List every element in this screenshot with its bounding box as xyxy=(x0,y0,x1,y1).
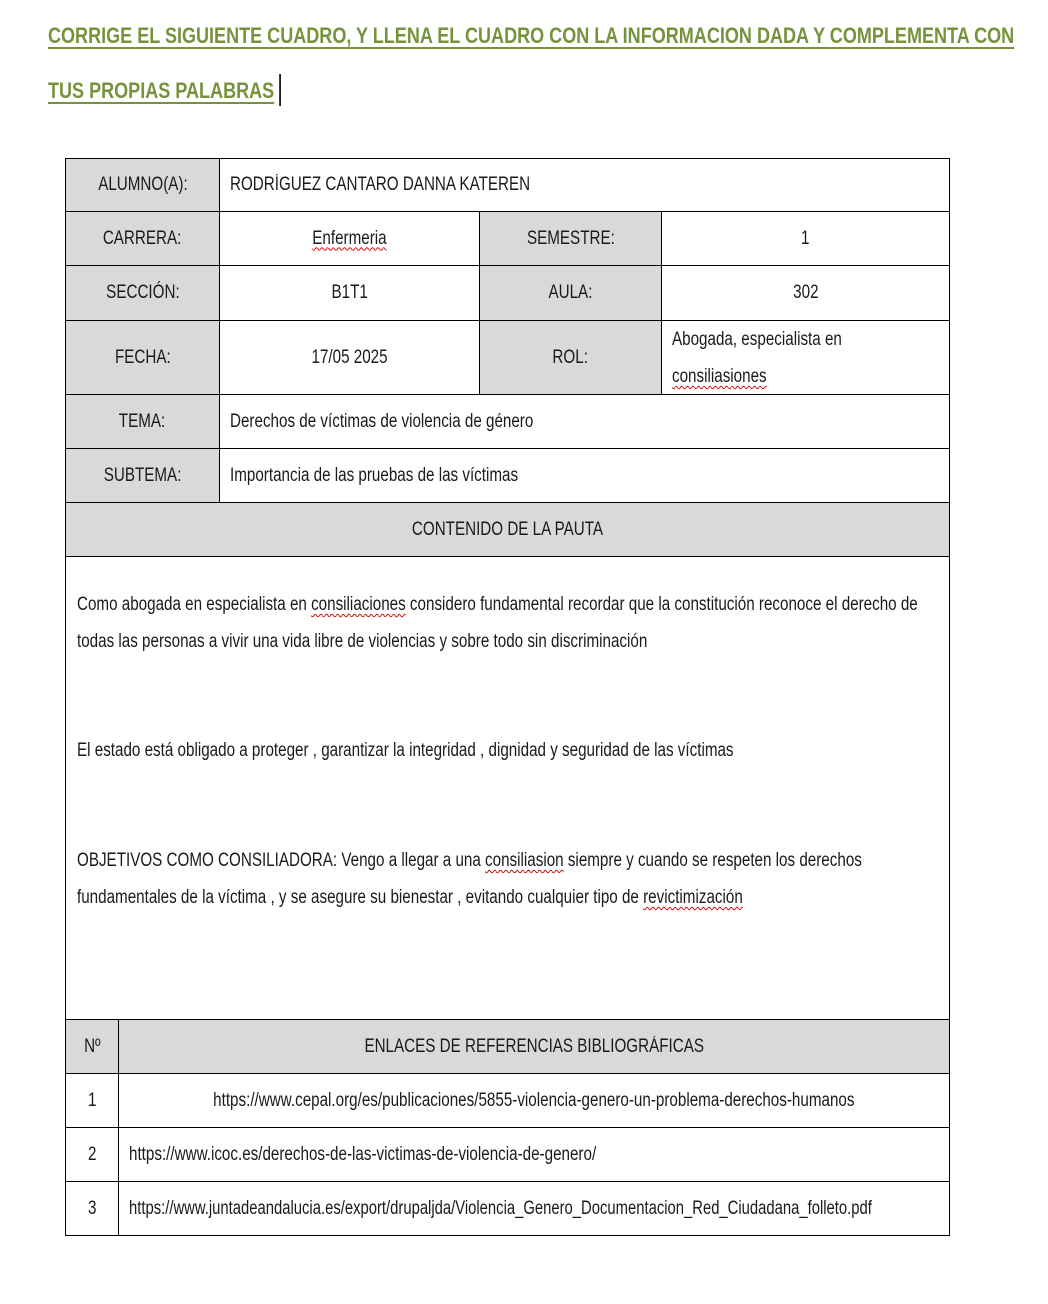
carrera-value: Enfermeria xyxy=(312,227,387,249)
carrera-label-cell xyxy=(65,211,220,266)
reference-row xyxy=(65,1073,950,1128)
fecha-label-cell xyxy=(65,320,220,395)
rol-value-line-2: consiliasiones xyxy=(672,366,767,387)
links-header: ENLACES DE REFERENCIAS BIBLIOGRÁFICAS xyxy=(364,1035,704,1057)
reference-num-cell xyxy=(65,1181,119,1236)
reference-num: 2 xyxy=(87,1143,97,1165)
reference-url-cell[interactable] xyxy=(118,1127,950,1182)
row-seccion xyxy=(65,265,950,321)
contenido-header-cell xyxy=(65,502,950,557)
rol-label: ROL: xyxy=(552,346,589,368)
reference-url-cell[interactable] xyxy=(118,1073,950,1128)
subtema-label: SUBTEMA: xyxy=(103,464,182,486)
reference-num: 1 xyxy=(87,1089,97,1111)
tema-value: Derechos de víctimas de violencia de género xyxy=(230,410,534,432)
semestre-label: SEMESTRE: xyxy=(526,227,615,249)
seccion-label-cell xyxy=(65,265,220,321)
reference-num: 3 xyxy=(87,1197,97,1219)
fecha-value: 17/05 2025 xyxy=(311,346,388,368)
row-subtema xyxy=(65,448,950,503)
p1-text-c: considero fundamental recordar que la constitución reconoce el derecho de todas las personas a vivir una vida libre de violencias y sobre todo sin discriminación xyxy=(77,594,918,652)
content-paragraph-2: El estado está obligado a proteger , garantizar la integridad , dignidad y seguridad de las víctimas xyxy=(77,740,734,761)
num-header: Nº xyxy=(83,1035,101,1057)
tema-value-cell[interactable] xyxy=(219,394,950,449)
document-heading xyxy=(48,8,1015,118)
p1-text-a: Como abogada en especialista en xyxy=(77,594,312,615)
aula-label-cell xyxy=(479,265,662,321)
rol-label-cell xyxy=(479,320,662,395)
reference-row xyxy=(65,1127,950,1182)
seccion-value: B1T1 xyxy=(331,282,368,303)
row-carrera xyxy=(65,211,950,266)
reference-row xyxy=(65,1181,950,1236)
p3-text-c: siempre y cuando se respeten los derechos fundamentales de la víctima , y se asegure su bienestar , evitando cualquier tipo de xyxy=(77,850,862,908)
heading-line-1: CORRIGE EL SIGUIENTE CUADRO, Y LLENA EL CUADRO CON LA INFORMACION DADA Y COMPLEMENTA CON xyxy=(48,23,1015,48)
alumno-value: RODRÍGUEZ CANTARO DANNA KATEREN xyxy=(230,174,531,195)
row-references-header xyxy=(65,1019,950,1074)
p3-text-d: revictimización xyxy=(643,887,743,908)
reference-url[interactable]: https://www.icoc.es/derechos-de-las-victimas-de-violencia-de-genero/ xyxy=(129,1143,597,1165)
fecha-label: FECHA: xyxy=(114,346,171,368)
reference-num-cell xyxy=(65,1127,119,1182)
reference-num-cell xyxy=(65,1073,119,1128)
row-fecha xyxy=(65,320,950,395)
alumno-label: ALUMNO(A): xyxy=(97,174,188,195)
p3-text-a: OBJETIVOS COMO CONSILIADORA: Vengo a llegar a una xyxy=(77,850,486,871)
links-header-cell xyxy=(118,1019,950,1074)
heading-line-2-text: TUS PROPIAS PALABRAS xyxy=(48,78,275,103)
subtema-label-cell xyxy=(65,448,220,503)
contenido-header: CONTENIDO DE LA PAUTA xyxy=(411,518,604,540)
subtema-value: Importancia de las pruebas de las víctimas xyxy=(230,464,519,486)
row-tema xyxy=(65,394,950,449)
p3-text-b: consiliasion xyxy=(485,850,564,871)
content-area[interactable] xyxy=(65,556,950,1020)
semestre-value-cell[interactable] xyxy=(661,211,950,266)
reference-url[interactable]: https://www.juntadeandalucia.es/export/drupaljda/Violencia_Genero_Documentacion_Red_Ciudadana_folleto.pdf xyxy=(129,1197,872,1219)
subtema-value-cell[interactable] xyxy=(219,448,950,503)
semestre-label-cell xyxy=(479,211,662,266)
aula-value-cell[interactable] xyxy=(661,265,950,321)
text-cursor xyxy=(279,74,281,106)
heading-line-2 xyxy=(48,63,835,118)
rol-value-cell[interactable] xyxy=(661,320,950,395)
seccion-value-cell[interactable] xyxy=(219,265,480,321)
alumno-label-cell xyxy=(65,158,220,212)
rol-value xyxy=(672,321,864,395)
aula-label: AULA: xyxy=(548,282,593,303)
alumno-value-cell[interactable] xyxy=(219,158,950,212)
num-header-cell xyxy=(65,1019,119,1074)
tema-label: TEMA: xyxy=(119,410,166,432)
fecha-value-cell[interactable] xyxy=(219,320,480,395)
carrera-label: CARRERA: xyxy=(103,227,182,249)
reference-url-cell[interactable] xyxy=(118,1181,950,1236)
semestre-value: 1 xyxy=(801,227,810,249)
tema-label-cell xyxy=(65,394,220,449)
carrera-value-cell[interactable] xyxy=(219,211,480,266)
row-alumno xyxy=(65,158,950,212)
content-paragraph-3 xyxy=(77,842,925,916)
seccion-label: SECCIÓN: xyxy=(105,282,180,303)
content-paragraph-1 xyxy=(77,586,925,660)
rol-value-line-1: Abogada, especialista en xyxy=(672,329,842,350)
aula-value: 302 xyxy=(792,282,819,303)
p1-text-b: consiliaciones xyxy=(311,594,406,615)
row-contenido-header xyxy=(65,502,950,557)
reference-url[interactable]: https://www.cepal.org/es/publicaciones/5855-violencia-genero-un-problema-derechos-humanos xyxy=(213,1089,855,1111)
